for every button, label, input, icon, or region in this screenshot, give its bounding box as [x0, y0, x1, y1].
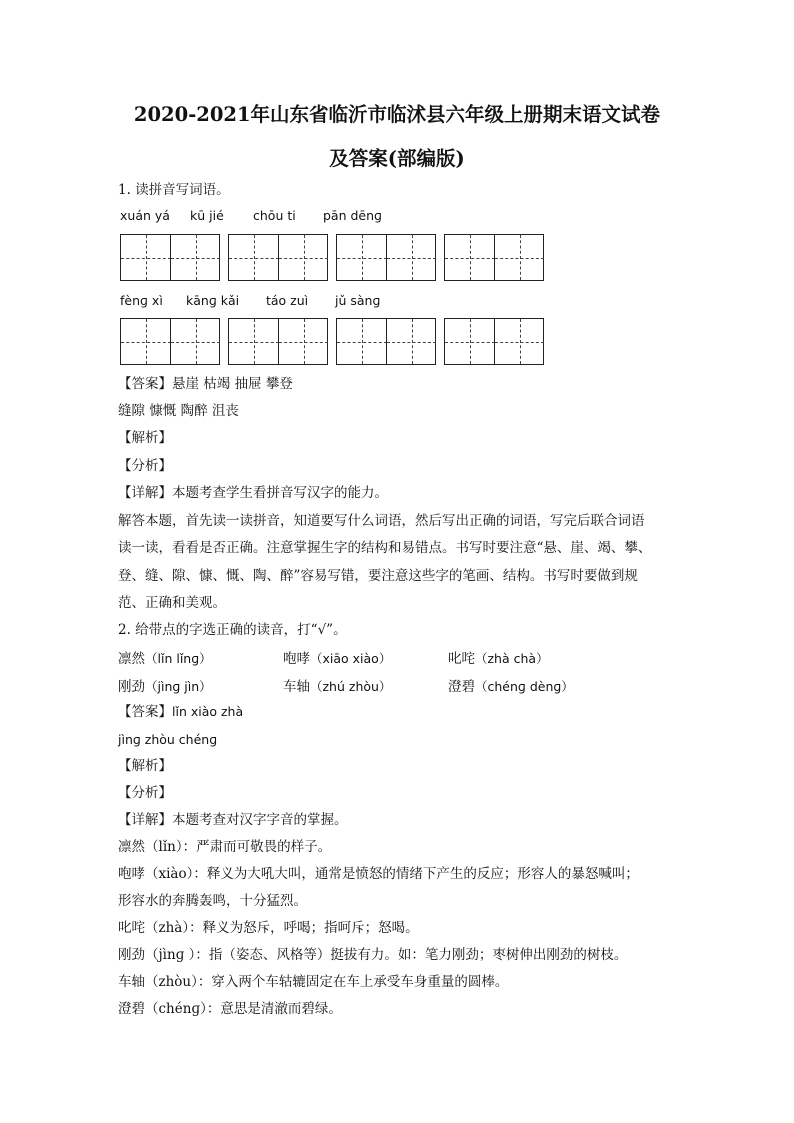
q1-pinyin-4: pān dēnɡ — [323, 208, 382, 223]
q2-pinyin-choices-2: （xiāo xiào） — [310, 651, 392, 666]
q1-explain-3: 登、缝、隙、慷、慨、陶、醉”容易写错，要注意这些字的笔画、结构。书写时要做到规 — [118, 568, 638, 584]
q2-pinyin-choices-1: （lǐn lǐnɡ） — [145, 651, 212, 666]
q1-jiexi: 【解析】 — [118, 430, 172, 446]
q1-fenxi: 【分析】 — [118, 458, 172, 474]
q1-pinyin-7: táo zuì — [266, 293, 309, 308]
q1-writing-grid-6[interactable] — [228, 318, 328, 365]
q2-pinyin-choices-5: （zhú zhòu） — [310, 679, 392, 694]
q2-def-5: 刚劲（jìnɡ ）：指（姿态、风格等）挺拔有力。如：笔力刚劲；枣树伸出刚劲的树枝。 — [118, 947, 628, 963]
q1-answer-line-1: 【答案】悬崖 枯竭 抽屉 攀登 — [118, 376, 293, 392]
q2-pinyin-choices-3: （zhà chà） — [475, 651, 549, 666]
q2-option-1 — [118, 647, 212, 667]
q2-option-4 — [118, 675, 212, 695]
q2-word-4: 刚劲 — [118, 679, 145, 695]
q1-explain-2: 读一读，看看是否正确。注意掌握生字的结构和易错点。书写时要注意“悬、崖、竭、攀、 — [118, 540, 652, 556]
q2-pinyin-choices-4: （jìnɡ jìn） — [145, 679, 212, 694]
title-line-2: 及答案(部编版) — [329, 147, 465, 170]
q2-detail: 【详解】本题考查对汉字字音的掌握。 — [118, 812, 348, 828]
q1-prompt: 1. 读拼音写词语。 — [118, 182, 230, 198]
q2-option-6 — [448, 675, 574, 695]
q2-def-7: 澄碧（chénɡ）：意思是清澈而碧绿。 — [118, 1001, 342, 1017]
q1-writing-grid-3[interactable] — [336, 234, 436, 281]
q2-option-5 — [283, 675, 391, 695]
q2-option-2 — [283, 647, 391, 667]
q1-pinyin-8: jǔ sànɡ — [335, 293, 381, 308]
q2-word-5: 车轴 — [283, 679, 310, 695]
q1-answer-line-2: 缝隙 慷慨 陶醉 沮丧 — [118, 403, 239, 419]
q2-answer-line-1 — [118, 702, 243, 722]
document-title — [90, 93, 704, 181]
q1-pinyin-5: fènɡ xì — [120, 293, 163, 308]
q2-answer-pinyin-1: lǐn xiào zhà — [172, 704, 244, 719]
q2-prompt: 2. 给带点的字选正确的读音，打“√”。 — [118, 622, 347, 638]
q1-writing-grid-1[interactable] — [120, 234, 220, 281]
q2-word-3: 叱咤 — [448, 651, 475, 667]
q2-def-1: 凛然（lǐn）：严肃而可敬畏的样子。 — [118, 839, 332, 855]
q2-fenxi: 【分析】 — [118, 785, 172, 801]
q1-pinyin-3: chōu ti — [253, 208, 296, 223]
q2-word-2: 咆哮 — [283, 651, 310, 667]
q1-writing-grid-8[interactable] — [444, 318, 544, 365]
q2-pinyin-choices-6: （chénɡ dènɡ） — [475, 679, 574, 694]
q1-pinyin-2: kū jié — [190, 208, 224, 223]
q1-writing-grid-4[interactable] — [444, 234, 544, 281]
q2-option-3 — [448, 647, 549, 667]
q1-writing-grid-2[interactable] — [228, 234, 328, 281]
q1-writing-grid-5[interactable] — [120, 318, 220, 365]
q1-explain-4: 范、正确和美观。 — [118, 595, 226, 611]
q2-def-3: 形容水的奔腾轰鸣，十分猛烈。 — [118, 893, 307, 909]
q2-word-1: 凛然 — [118, 651, 145, 667]
q2-jiexi: 【解析】 — [118, 758, 172, 774]
q2-word-6: 澄碧 — [448, 679, 475, 695]
q2-def-4: 叱咤（zhà）：释义为怒斥，呼喝；指呵斥；怒喝。 — [118, 920, 419, 936]
title-line-1: 2020-2021年山东省临沂市临沭县六年级上册期末语文试卷 — [133, 103, 661, 126]
q2-def-6: 车轴（zhòu）：穿入两个车轱辘固定在车上承受车身重量的圆棒。 — [118, 974, 509, 990]
q2-answer-line-2: jìnɡ zhòu chénɡ — [118, 732, 218, 747]
q1-detail: 【详解】本题考查学生看拼音写汉字的能力。 — [118, 485, 388, 501]
q2-answer-label: 【答案】 — [118, 704, 172, 720]
q1-writing-grid-7[interactable] — [336, 318, 436, 365]
q2-def-2: 咆哮（xiào）：释义为大吼大叫，通常是愤怒的情绪下产生的反应；形容人的暴怒喊叫； — [118, 866, 639, 882]
q1-pinyin-1: xuán yá — [120, 208, 170, 223]
q1-explain-1: 解答本题，首先读一读拼音，知道要写什么词语，然后写出正确的词语，写完后联合词语 — [118, 513, 645, 529]
q1-pinyin-6: kānɡ kǎi — [186, 293, 240, 308]
